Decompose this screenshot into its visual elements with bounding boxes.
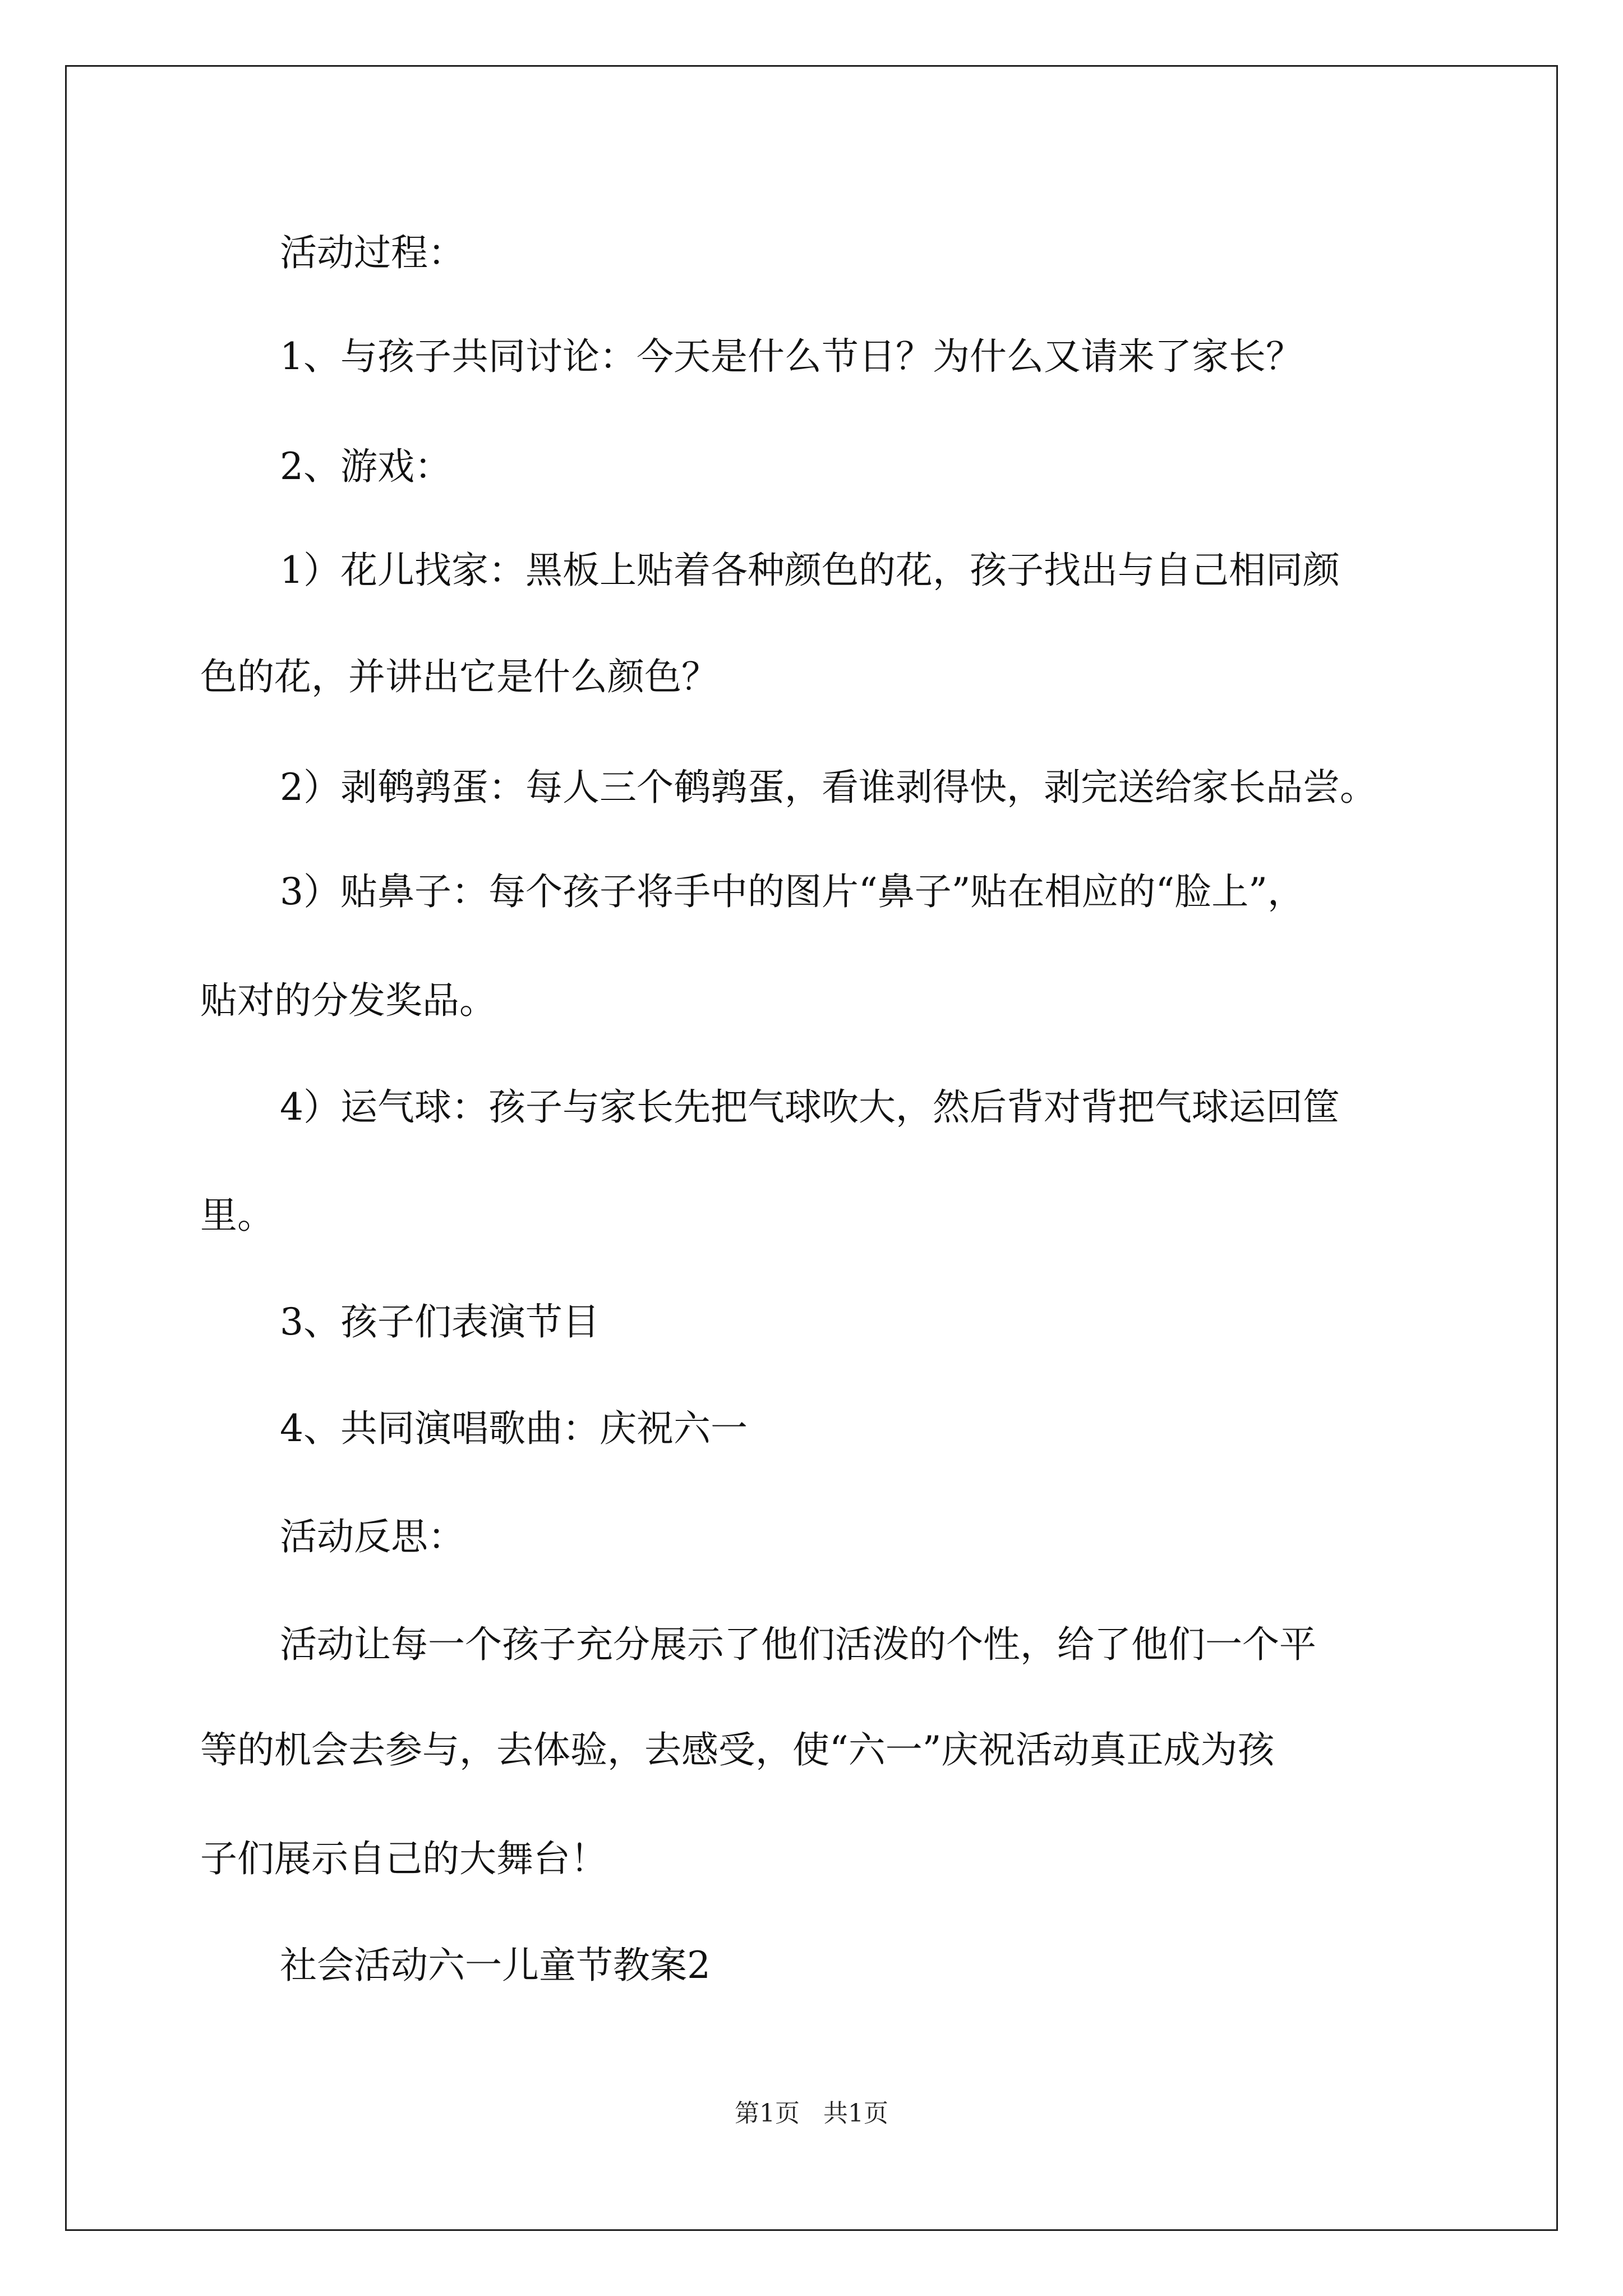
- paragraph-6: 2）剥鹌鹑蛋：每人三个鹌鹑蛋，看谁剥得快，剥完送给家长品尝。: [280, 766, 1377, 809]
- paragraph-5: 色的花，并讲出它是什么颜色？: [200, 655, 718, 698]
- paragraph-13: 活动反思：: [280, 1515, 465, 1558]
- paragraph-14: 活动让每一个孩子充分展示了他们活泼的个性，给了他们一个平: [280, 1623, 1316, 1666]
- paragraph-8: 贴对的分发奖品。: [200, 979, 496, 1022]
- paragraph-7: 3）贴鼻子：每个孩子将手中的图片“鼻子”贴在相应的“脸上”，: [280, 870, 1304, 913]
- paragraph-10: 里。: [200, 1194, 274, 1237]
- paragraph-4: 1）花儿找家：黑板上贴着各种颜色的花，孩子找出与自己相同颜: [280, 549, 1340, 592]
- paragraph-15: 等的机会去参与，去体验，去感受，使“六一”庆祝活动真正成为孩: [200, 1728, 1275, 1772]
- page-number: 第1页: [735, 2099, 800, 2128]
- paragraph-2: 1、与孩子共同讨论：今天是什么节日？为什么又请来了家长？: [280, 335, 1303, 378]
- page-total: 共1页: [823, 2099, 888, 2128]
- page-footer: [0, 2097, 1623, 2131]
- paragraph-9: 4）运气球：孩子与家长先把气球吹大，然后背对背把气球运回筐: [280, 1085, 1340, 1129]
- paragraph-3: 2、游戏：: [280, 445, 451, 488]
- paragraph-11: 3、孩子们表演节目: [280, 1300, 600, 1343]
- paragraph-16: 子们展示自己的大舞台！: [200, 1837, 607, 1880]
- paragraph-1: 活动过程：: [280, 231, 465, 274]
- paragraph-12: 4、共同演唱歌曲：庆祝六一: [280, 1407, 748, 1450]
- footer-spacer: [800, 2099, 823, 2128]
- paragraph-17: 社会活动六一儿童节教案2: [280, 1944, 711, 1987]
